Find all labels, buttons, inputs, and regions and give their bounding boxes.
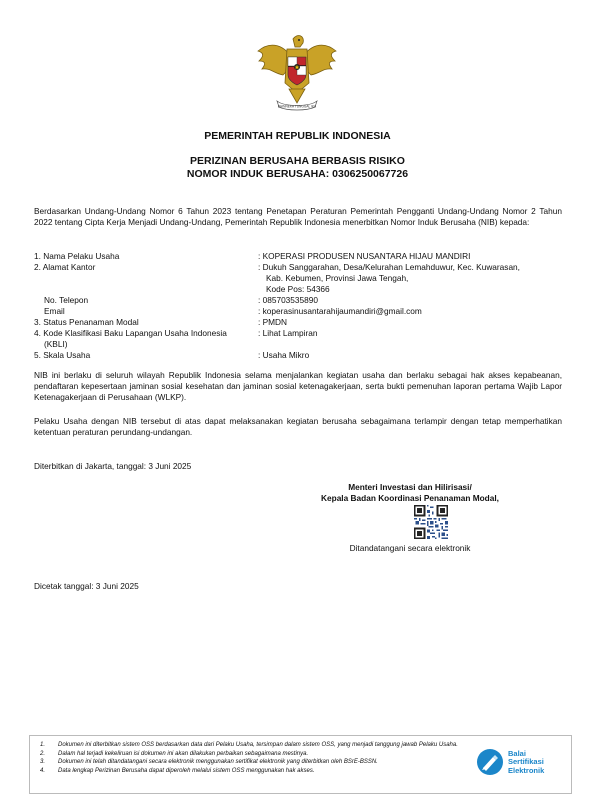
svg-text:BHINNEKA TUNGGAL IKA: BHINNEKA TUNGGAL IKA [277,104,317,109]
kbli-label: 4. Kode Klasifikasi Baku Lapangan Usaha Indonesia [34,328,227,338]
email-value: : koperasinusantarahijaumandiri@gmail.com [258,306,422,316]
footer-note: 4. Data lengkap Perizinan Berusaha dapat diperoleh melalui sistem OSS menggunakan hak akses. [40,767,315,774]
skala-value: : Usaha Mikro [258,350,310,360]
pelaku-usaha-paragraph: Pelaku Usaha dengan NIB tersebut di atas dapat melaksanakan kegiatan berusaha sebagaimana terlampir dengan tetap memperhatikan ketentuan peraturan perundang-undangan. [34,416,562,438]
skala-label: 5. Skala Usaha [34,350,91,360]
government-title: PEMERINTAH REPUBLIK INDONESIA [204,130,391,142]
nama-value: : KOPERASI PRODUSEN NUSANTARA HIJAU MANDIRI [258,251,471,261]
permit-title: PERIZINAN BERUSAHA BERBASIS RISIKO [190,155,405,167]
alamat-line3: Kode Pos: 54366 [266,284,330,294]
electronic-signature-note: Ditandatangani secara elektronik [349,543,471,553]
status-value: : PMDN [258,317,288,327]
kbli-value: : Lihat Lampiran [258,328,318,338]
nama-label: 1. Nama Pelaku Usaha [34,251,120,261]
bsre-logo [476,744,566,788]
status-label: 3. Status Penanaman Modal [34,317,139,327]
footer-note: 3. Dokumen ini telah ditandatangani secara elektronik menggunakan sertifikat elektronik yang diterbitkan oleh BSrE-BSSN. [40,759,378,766]
kbli-label-line2: (KBLI) [44,339,68,349]
telepon-value: : 085703535890 [258,295,318,305]
printed-date: Dicetak tanggal: 3 Juni 2025 [34,581,139,591]
footer-note: 1. Dokumen ini diterbitkan sistem OSS berdasarkan data dari Pelaku Usaha, tersimpan dalam sistem OSS, yang menjadi tanggung jawab Pelaku Usaha. [40,742,458,748]
nib-title: NOMOR INDUK BERUSAHA: 0306250067726 [186,168,409,180]
signatory-line2: Kepala Badan Koordinasi Penanaman Modal, [321,493,499,503]
intro-paragraph: Berdasarkan Undang-Undang Nomor 6 Tahun 2023 tentang Penetapan Peraturan Pemerintah Pengganti Undang-Undang Nomor 2 Tahun 2022 tentang Cipta Kerja Menjadi Undang-Undang, Pemerintah Republik Indonesia menerbitkan Nomor Induk Berusaha (NIB) kepada: [34,206,562,228]
footer-notes-box [29,735,572,794]
email-label: Email [44,306,65,316]
alamat-label: 2. Alamat Kantor [34,262,96,272]
bsre-pen-icon [476,748,504,776]
nib-validity-paragraph: NIB ini berlaku di seluruh wilayah Republik Indonesia selama menjalankan kegiatan usaha dan berlaku sebagai hak akses kepabeanan, pendaftaran kepesertaan jaminan sosial kesehatan dan jaminan sosial ketenagakerjaan, serta bukti pemenuhan laporan pertama Wajib Lapor Ketenagakerjaan di Perusahaan (WLKP). [34,370,562,403]
garuda-pancasila-emblem [255,33,339,113]
telepon-label: No. Telepon [44,295,89,305]
issued-date: Diterbitkan di Jakarta, tanggal: 3 Juni 2025 [34,461,192,471]
alamat-line1: : Dukuh Sanggarahan, Desa/Kelurahan Lemahduwur, Kec. Kuwarasan, [258,262,520,272]
alamat-line2: Kab. Kebumen, Provinsi Jawa Tengah, [266,273,409,283]
footer-note: 2. Dalam hal terjadi kekeliruan isi dokumen ini akan dilakukan perbaikan sebagaimana mestinya. [40,750,309,757]
footer-notes-list [40,741,470,775]
signatory-line1: Menteri Investasi dan Hilirisasi/ [348,482,472,492]
bsre-text: Balai Sertifikasi Elektronik [508,749,545,775]
qr-code-icon [414,505,448,539]
